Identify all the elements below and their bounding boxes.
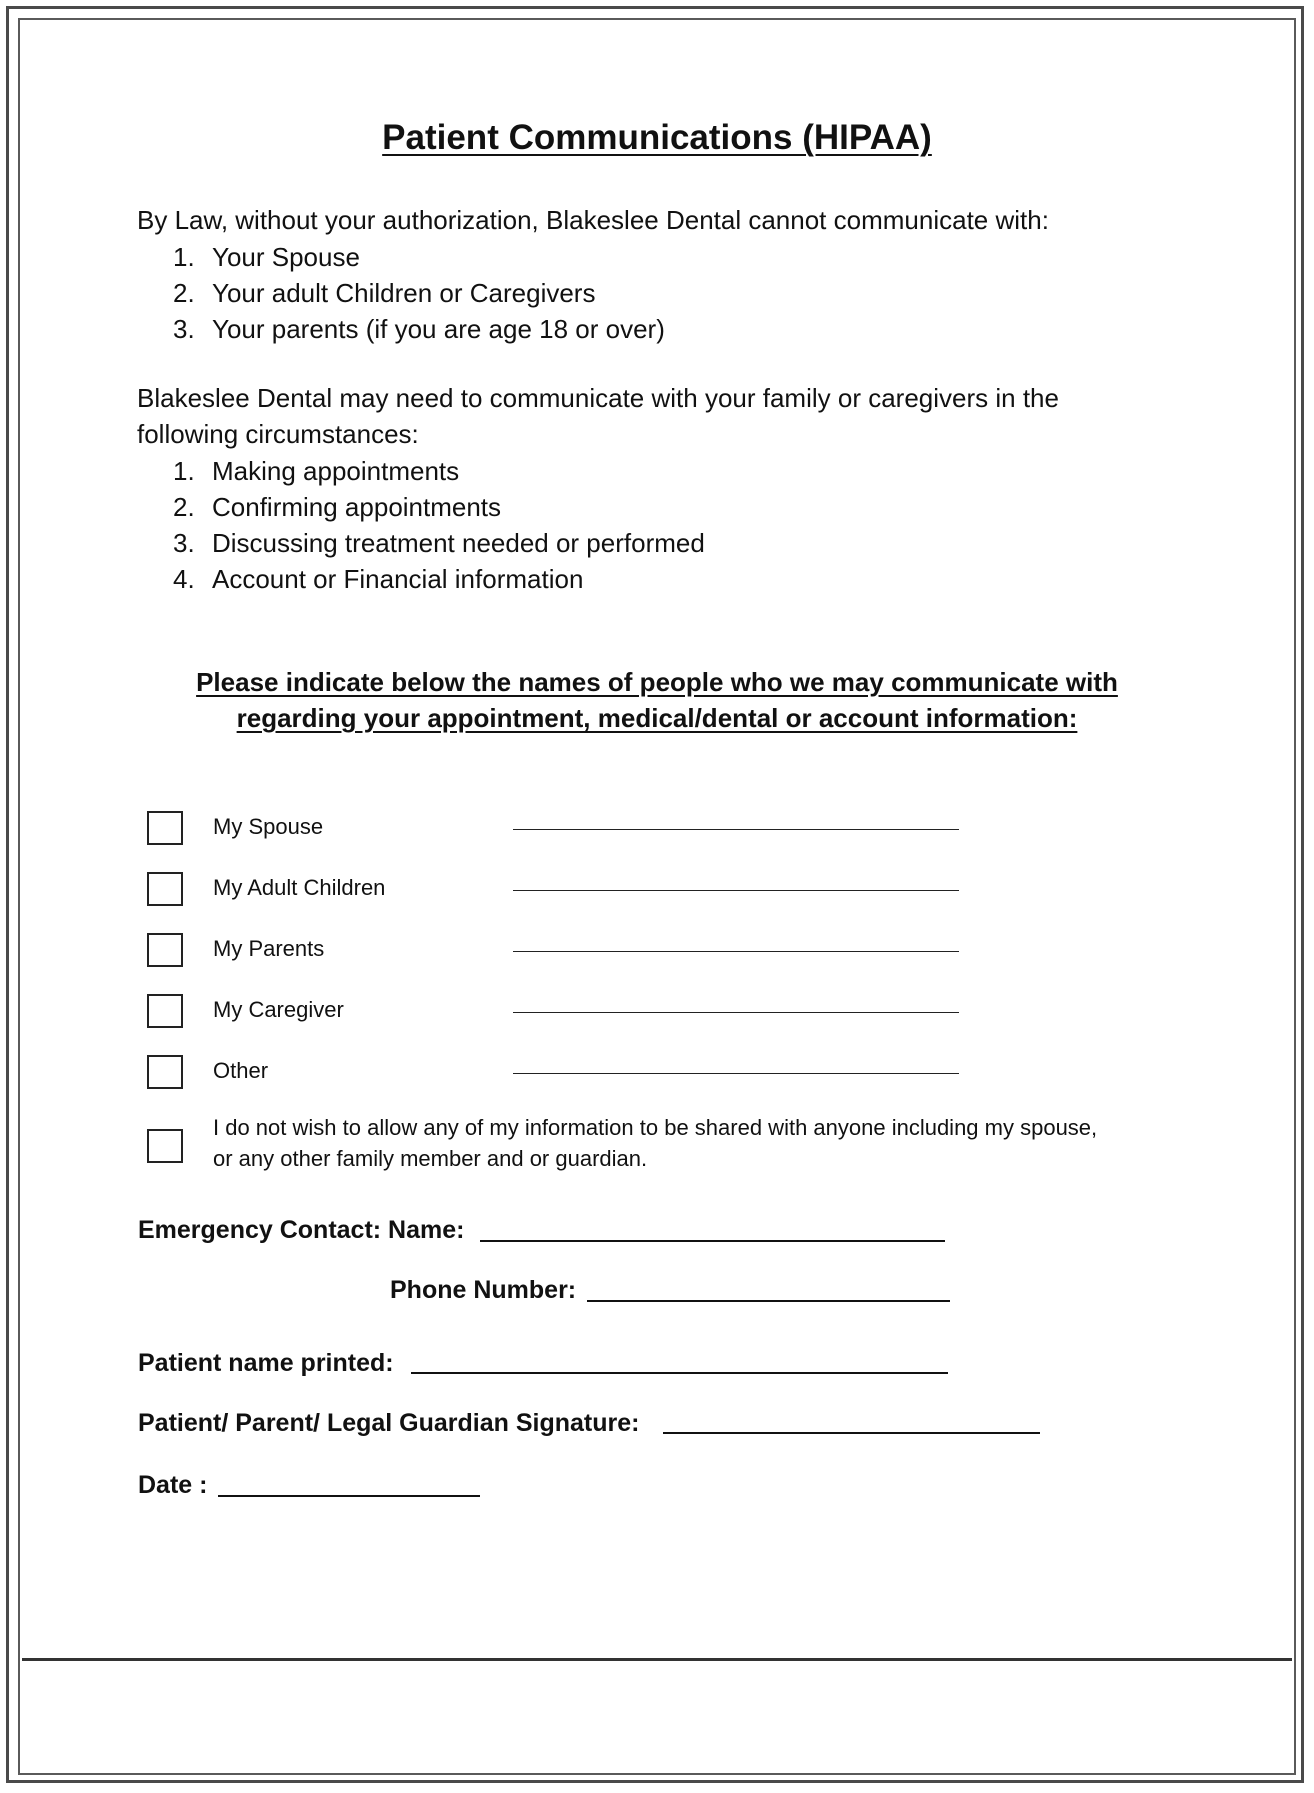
page-title [0, 118, 1314, 158]
intro-text: By Law, without your authorization, Blakeslee Dental cannot communicate with: [137, 205, 1049, 235]
option-parents [147, 933, 967, 969]
list-item: 2. Confirming appointments [173, 492, 502, 522]
spouse-checkbox[interactable] [147, 811, 183, 845]
date-label: Date : [138, 1471, 208, 1499]
list-item: 2. Your adult Children or Caregivers [173, 278, 596, 308]
parents-checkbox[interactable] [147, 933, 183, 967]
other-name-line[interactable] [513, 1073, 959, 1074]
signature-label: Patient/ Parent/ Legal Guardian Signature: [138, 1409, 640, 1437]
list-item: 1. Making appointments [173, 456, 460, 486]
caregiver-name-line[interactable] [513, 1012, 959, 1013]
option-caregiver [147, 994, 967, 1030]
phone-number-label: Phone Number: [390, 1276, 577, 1304]
date-line[interactable] [218, 1495, 480, 1497]
list-item: 3. Your parents (if you are age 18 or over) [173, 314, 665, 344]
emergency-name-line[interactable] [480, 1240, 945, 1242]
option-label: My Caregiver [213, 997, 344, 1022]
option-label: My Parents [213, 936, 325, 961]
adult-children-checkbox[interactable] [147, 872, 183, 906]
emergency-contact-label: Emergency Contact: Name: [138, 1216, 465, 1244]
other-checkbox[interactable] [147, 1055, 183, 1089]
patient-name-line[interactable] [411, 1372, 948, 1374]
list-item: 4. Account or Financial information [173, 564, 584, 594]
decline-text: I do not wish to allow any of my information to be shared with anyone including my spouse, or any other family member and or guardian. [213, 1115, 1098, 1171]
option-label: My Spouse [213, 814, 324, 839]
page-title-text: Patient Communications (HIPAA) [382, 118, 932, 157]
instruction-heading: Please indicate below the names of people who we may communicate with regarding your appointment, medical/dental or account information: [196, 667, 1118, 733]
phone-number-line[interactable] [587, 1300, 950, 1302]
option-spouse [147, 811, 967, 847]
spouse-name-line[interactable] [513, 829, 959, 830]
caregiver-checkbox[interactable] [147, 994, 183, 1028]
option-other [147, 1055, 967, 1091]
option-label: My Adult Children [213, 875, 386, 900]
list-item: 3. Discussing treatment needed or performed [173, 528, 705, 558]
scan-edge-line [22, 1658, 1292, 1661]
signature-line[interactable] [663, 1432, 1040, 1434]
decline-checkbox[interactable] [147, 1129, 183, 1163]
adult-children-name-line[interactable] [513, 890, 959, 891]
option-label: Other [213, 1058, 269, 1083]
patient-name-label: Patient name printed: [138, 1349, 394, 1377]
restricted-list [173, 239, 665, 347]
list-item: 1. Your Spouse [173, 242, 360, 272]
option-adult-children [147, 872, 967, 908]
circumstances-list [173, 453, 705, 597]
circumstances-intro: Blakeslee Dental may need to communicate with your family or caregivers in the following circumstances: [137, 383, 1059, 449]
parents-name-line[interactable] [513, 951, 959, 952]
